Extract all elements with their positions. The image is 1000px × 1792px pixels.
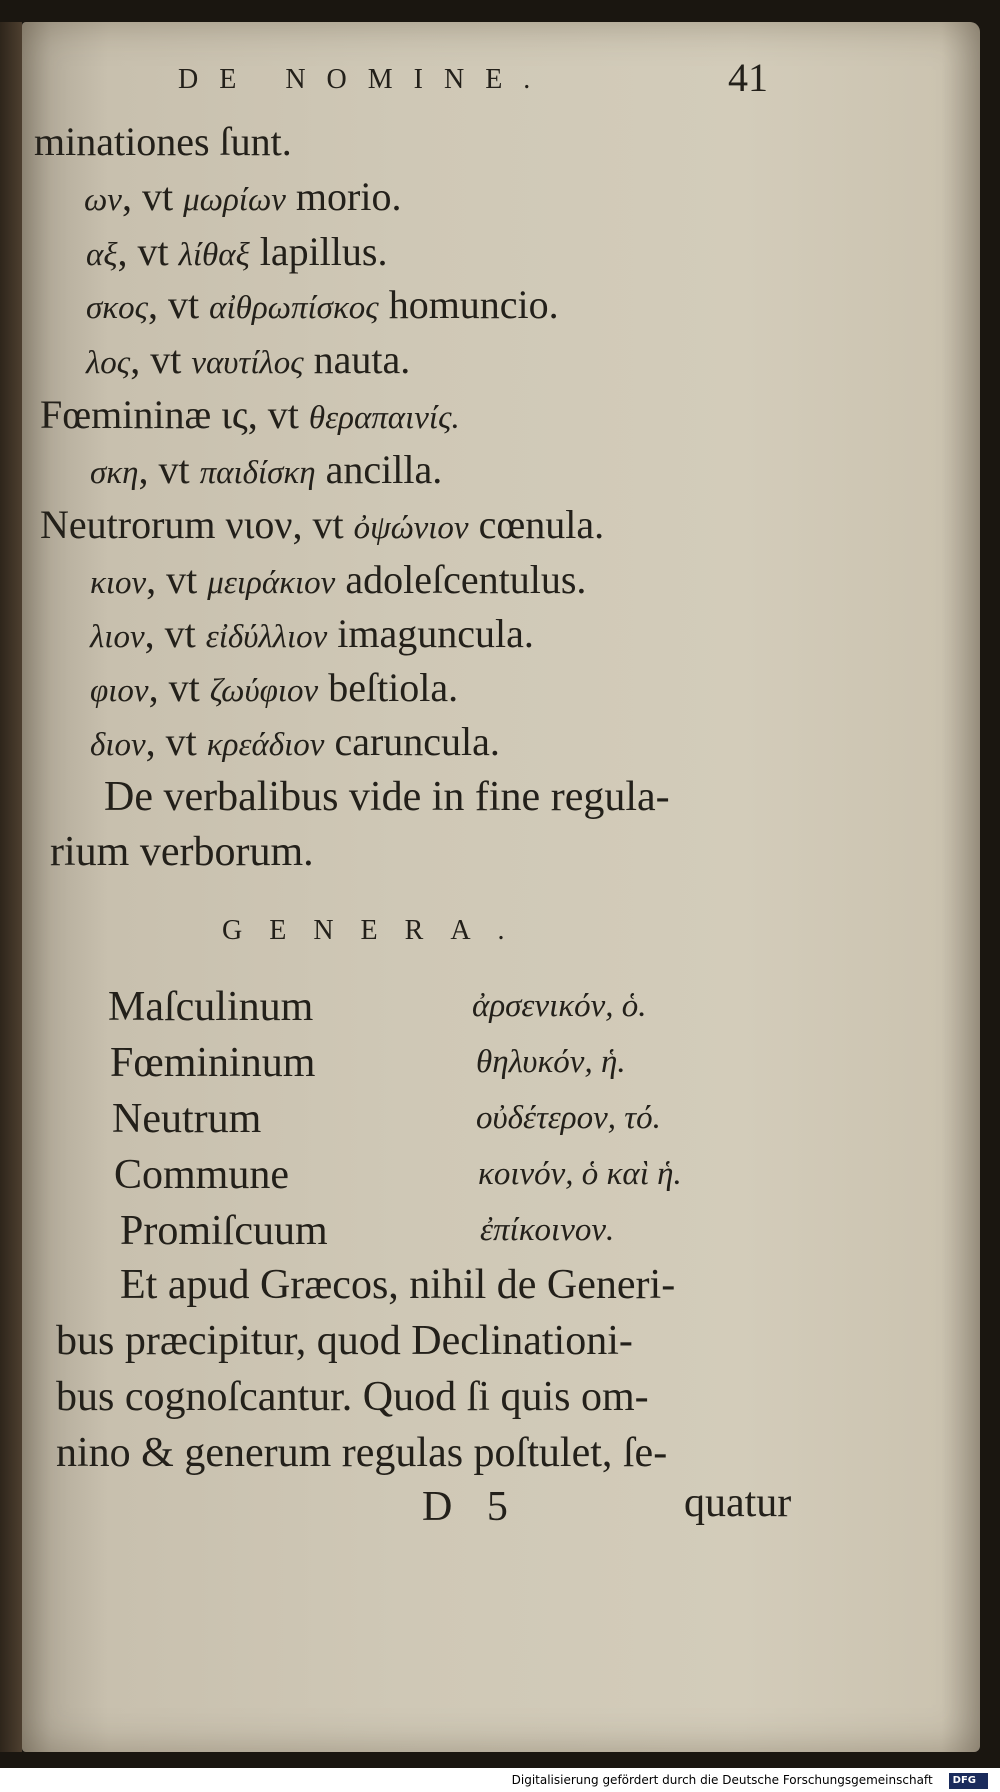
closing-line-3: nino & generum regulas poſtulet, ſe-	[56, 1430, 668, 1476]
footer-text: Digitalisierung gefördert durch die Deutsche Forschungsgemeinschaft	[511, 1773, 933, 1787]
body-line-7: Neutrorum νιον, vt ὀψώνιον cœnula.	[40, 502, 605, 547]
body-line-6: σκη, vt παιδίσκη ancilla.	[90, 447, 443, 492]
running-title: DE NOMINE.	[178, 64, 552, 95]
genera-greek-4: ἐπίκοινον.	[480, 1212, 615, 1248]
genera-latin-0: Maſculinum	[108, 984, 314, 1030]
dfg-logo: DFG	[949, 1773, 988, 1789]
genera-latin-2: Neutrum	[112, 1096, 262, 1142]
digitization-footer	[0, 1768, 1000, 1792]
page-number: 41	[728, 55, 768, 100]
body-line-5: Fœmininæ ις, vt θεραπαινίς.	[40, 392, 460, 437]
genera-latin-1: Fœmininum	[110, 1040, 316, 1086]
body-line-2: αξ, vt λίθαξ lapillus.	[86, 229, 388, 274]
genera-greek-1: θηλυκόν, ἡ.	[476, 1044, 626, 1080]
body-line-10: φιον, vt ζωύφιον beſtiola.	[90, 665, 459, 710]
genera-greek-3: κοινόν, ὁ καὶ ἡ.	[478, 1156, 682, 1192]
body-line-8: κιον, vt μειράκιον adoleſcentulus.	[90, 557, 587, 602]
genera-latin-3: Commune	[114, 1152, 289, 1198]
body-line-13: rium verborum.	[50, 829, 314, 875]
catchword: quatur	[684, 1480, 792, 1526]
body-line-4: λος, vt ναυτίλος nauta.	[86, 337, 411, 382]
body-line-9: λιον, vt εἰδύλλιον imaguncula.	[90, 611, 534, 656]
book-spine	[0, 22, 22, 1752]
genera-latin-4: Promiſcuum	[120, 1208, 328, 1254]
genera-greek-2: οὐδέτερον, τό.	[476, 1100, 661, 1136]
closing-line-1: bus præcipitur, quod Declinationi-	[56, 1318, 633, 1364]
genera-greek-0: ἀρσενικόν, ὁ.	[472, 988, 647, 1024]
body-line-11: διον, vt κρεάδιον caruncula.	[90, 719, 500, 764]
signature-mark: D 5	[422, 1484, 508, 1530]
genera-heading: GENERA.	[222, 915, 532, 946]
body-line-1: ων, vt μωρίων morio.	[84, 174, 402, 219]
body-line-0: minationes ſunt.	[34, 119, 292, 164]
body-line-12: De verbalibus vide in fine regula-	[104, 774, 670, 820]
closing-line-0: Et apud Græcos, nihil de Generi-	[120, 1262, 676, 1308]
closing-line-2: bus cognoſcantur. Quod ſi quis om-	[56, 1374, 649, 1420]
body-line-3: σκος, vt αἰθρωπίσκος homuncio.	[86, 282, 559, 327]
